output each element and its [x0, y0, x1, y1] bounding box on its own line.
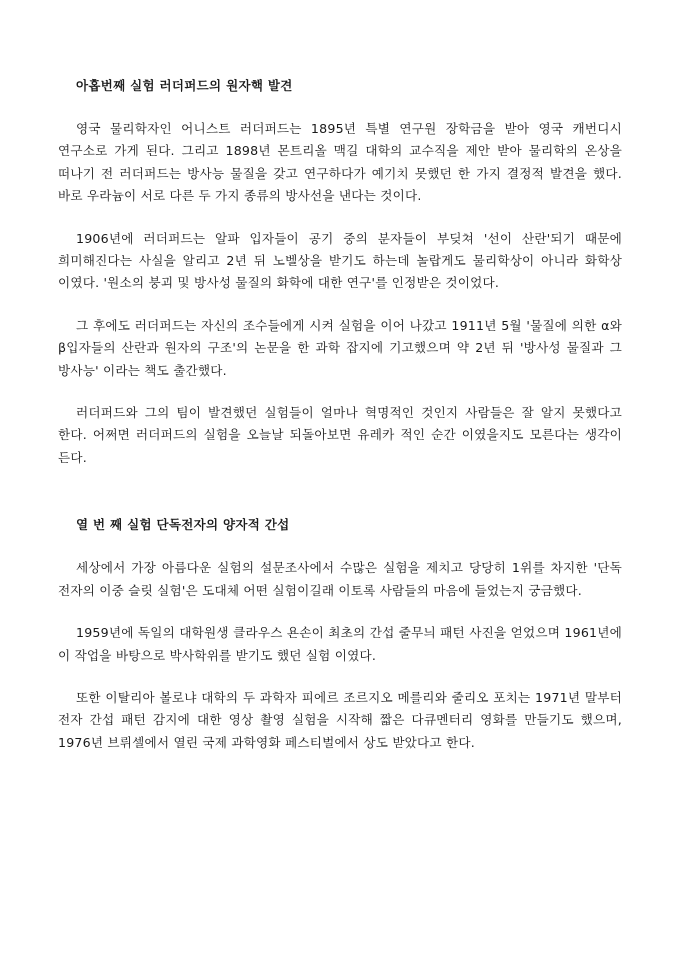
- paragraph: 또한 이탈리아 볼로냐 대학의 두 과학자 피에르 조르지오 메를리와 줄리오 포치는 1971년 말부터 전자 간섭 패턴 감지에 대한 영상 촬영 실험을 시작해 짧은 다큐멘터리 영화를 만들기도 했으며, 1976년 브뤼셀에서 열린 국제 과학영화 페스티벌에서 상도 받았다고 한다.: [58, 689, 622, 750]
- section-heading: 열 번 째 실험 단독전자의 양자적 간섭: [76, 517, 290, 533]
- paragraph: 1959년에 독일의 대학원생 클라우스 욘손이 최초의 간섭 줄무늬 패턴 사진을 얻었으며 1961년에 이 작업을 바탕으로 박사학위를 받기도 했던 실험 이였다.: [58, 625, 622, 663]
- section-heading: 아홉번째 실험 러더퍼드의 원자핵 발견: [76, 78, 293, 93]
- paragraph: 세상에서 가장 아름다운 실험의 설문조사에서 수많은 실험을 제치고 당당히 1위를 차지한 '단독 전자의 이중 슬릿 실험'은 도대체 어떤 실험이길래 이토록 사람들의 마음에 들었는지 궁금했다.: [58, 560, 622, 598]
- paragraph: 영국 물리학자인 어니스트 러더퍼드는 1895년 특별 연구원 장학금을 받아 영국 캐번디시 연구소로 가게 된다. 그리고 1898년 몬트리올 맥길 대학의 교수직을 제안 받아 물리학의 온상을 떠나기 전 러더퍼드는 방사능 물질을 갖고 연구하다가 예기치 못했던 한 가지 결정적 발견을 했다. 바로 우라늄이 서로 다른 두 가지 종류의 방사선을 낸다는 것이다.: [58, 121, 622, 204]
- paragraph: 1906년에 러더퍼드는 알파 입자들이 공기 중의 분자들이 부딪쳐 '선이 산란'되기 때문에 희미해진다는 사실을 알리고 2년 뒤 노벨상을 받기도 하는데 놀랍게도 물리학상이 아니라 화학상 이였다. '원소의 붕괴 및 방사성 물질의 화학에 대한 연구'를 인정받은 것이었다.: [58, 230, 622, 291]
- paragraph: 그 후에도 러더퍼드는 자신의 조수들에게 시켜 실험을 이어 나갔고 1911년 5월 '물질에 의한 α와 β입자들의 산란과 원자의 구조'의 논문을 한 과학 잡지에 기고했으며 약 2년 뒤 '방사성 물질과 그 방사능' 이라는 책도 출간했다.: [58, 317, 622, 378]
- paragraph: 러더퍼드와 그의 팀이 발견했던 실험들이 얼마나 혁명적인 것인지 사람들은 잘 알지 못했다고 한다. 어쩌면 러더퍼드의 실험을 오늘날 되돌아보면 유레카 적인 순간 이였을지도 모른다는 생각이 든다.: [58, 405, 622, 465]
- section-rutherford: [58, 76, 622, 469]
- section-single-electron: [58, 515, 622, 754]
